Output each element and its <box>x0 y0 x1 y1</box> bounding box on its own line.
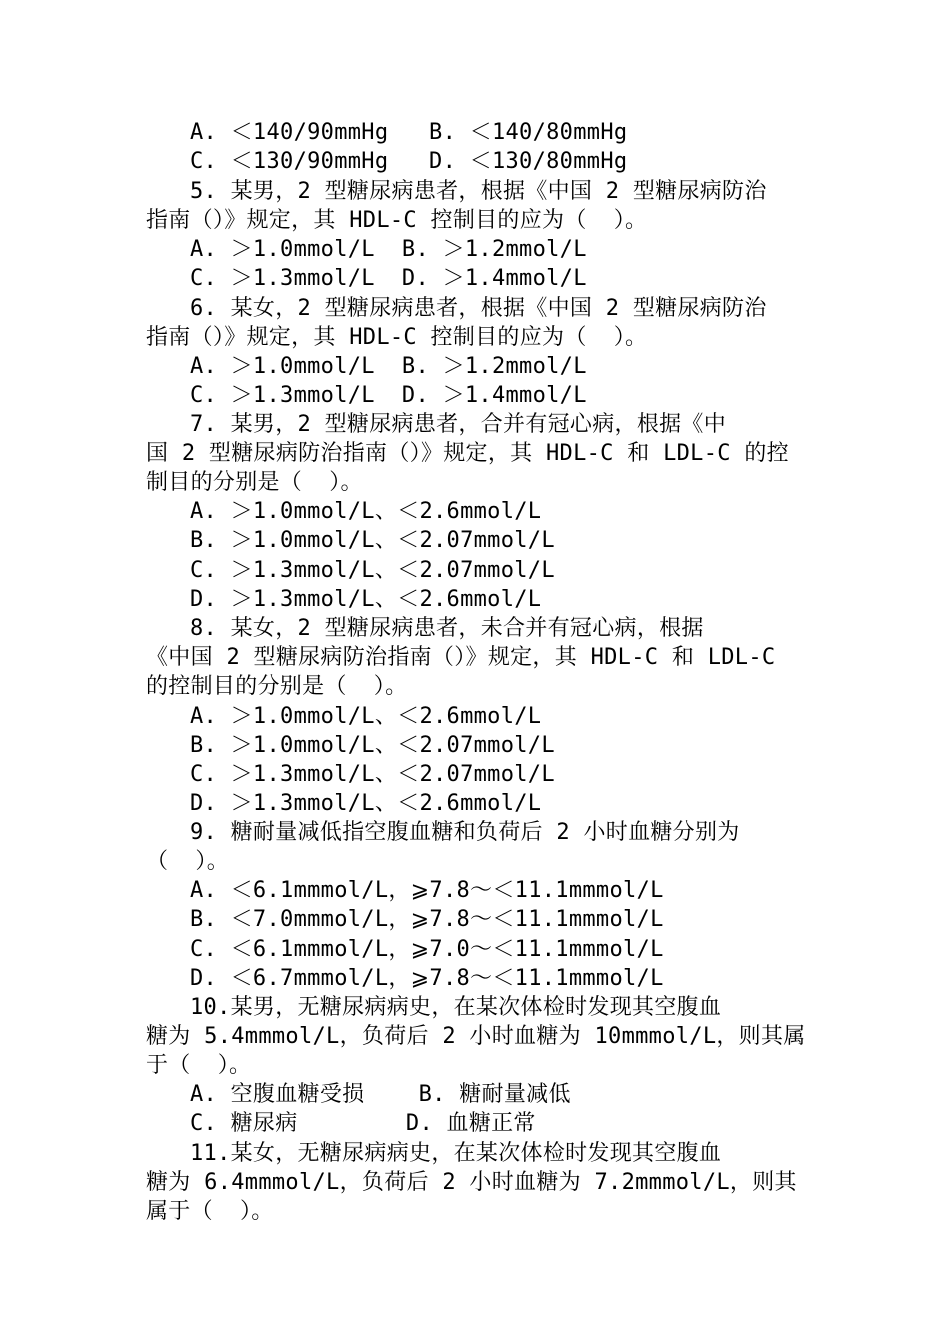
question-9-line: 9. 糖耐量减低指空腹血糖和负荷后 2 小时血糖分别为 <box>190 820 740 845</box>
option-line: A. ＞1.0mmol/L B. ＞1.2mmol/L <box>190 354 587 379</box>
option-line: C. ＞1.3mmol/L、＜2.07mmol/L <box>190 762 555 787</box>
question-11-line: 11.某女，无糖尿病病史，在某次体检时发现其空腹血 <box>190 1141 722 1166</box>
option-line: A. 空腹血糖受损 B. 糖耐量减低 <box>190 1082 571 1107</box>
question-8-line: 的控制目的分别是（ ）。 <box>146 674 408 699</box>
option-line: C. ＞1.3mmol/L D. ＞1.4mmol/L <box>190 266 587 291</box>
question-5-line: 5. 某男，2 型糖尿病患者，根据《中国 2 型糖尿病防治 <box>190 179 767 204</box>
question-8-line: 8. 某女，2 型糖尿病患者，未合并有冠心病，根据 <box>190 616 704 641</box>
option-line: D. ＞1.3mmol/L、＜2.6mmol/L <box>190 791 542 816</box>
option-line: A. ＜140/90mmHg B. ＜140/80mmHg <box>190 120 628 145</box>
option-line: A. ＞1.0mmol/L、＜2.6mmol/L <box>190 704 542 729</box>
option-line: A. ＜6.1mmmol/L，⩾7.8～＜11.1mmmol/L <box>190 878 664 903</box>
option-line: D. ＞1.3mmol/L、＜2.6mmol/L <box>190 587 542 612</box>
option-line: C. ＞1.3mmol/L、＜2.07mmol/L <box>190 558 555 583</box>
question-7-line: 国 2 型糖尿病防治指南（）》规定，其 HDL-C 和 LDL-C 的控 <box>146 441 789 466</box>
option-line: B. ＞1.0mmol/L、＜2.07mmol/L <box>190 528 555 553</box>
option-line: A. ＞1.0mmol/L、＜2.6mmol/L <box>190 499 542 524</box>
option-line: B. ＞1.0mmol/L、＜2.07mmol/L <box>190 733 555 758</box>
question-10-line: 于（ ）。 <box>146 1053 252 1078</box>
question-6-line: 6. 某女，2 型糖尿病患者，根据《中国 2 型糖尿病防治 <box>190 296 767 321</box>
question-6-line: 指南（）》规定，其 HDL-C 控制目的应为（ ）。 <box>146 325 648 350</box>
question-5-line: 指南（）》规定，其 HDL-C 控制目的应为（ ）。 <box>146 208 648 233</box>
question-10-line: 10.某男，无糖尿病病史，在某次体检时发现其空腹血 <box>190 995 722 1020</box>
question-9-line: （ ）。 <box>146 849 229 874</box>
option-line: C. 糖尿病 D. 血糖正常 <box>190 1111 536 1136</box>
question-10-line: 糖为 5.4mmmol/L，负荷后 2 小时血糖为 10mmmol/L，则其属 <box>146 1024 806 1049</box>
question-8-line: 《中国 2 型糖尿病防治指南（）》规定，其 HDL-C 和 LDL-C <box>146 645 776 670</box>
option-line: C. ＜6.1mmmol/L，⩾7.0～＜11.1mmmol/L <box>190 937 664 962</box>
option-line: B. ＜7.0mmmol/L，⩾7.8～＜11.1mmmol/L <box>190 907 664 932</box>
option-line: C. ＞1.3mmol/L D. ＞1.4mmol/L <box>190 383 587 408</box>
option-line: C. ＜130/90mmHg D. ＜130/80mmHg <box>190 149 628 174</box>
question-11-line: 糖为 6.4mmmol/L，负荷后 2 小时血糖为 7.2mmmol/L，则其 <box>146 1170 797 1195</box>
question-7-line: 制目的分别是（ ）。 <box>146 470 363 495</box>
option-line: A. ＞1.0mmol/L B. ＞1.2mmol/L <box>190 237 587 262</box>
option-line: D. ＜6.7mmmol/L，⩾7.8～＜11.1mmmol/L <box>190 966 664 991</box>
question-11-line: 属于（ ）。 <box>146 1199 274 1224</box>
question-7-line: 7. 某男，2 型糖尿病患者，合并有冠心病，根据《中 <box>190 412 727 437</box>
